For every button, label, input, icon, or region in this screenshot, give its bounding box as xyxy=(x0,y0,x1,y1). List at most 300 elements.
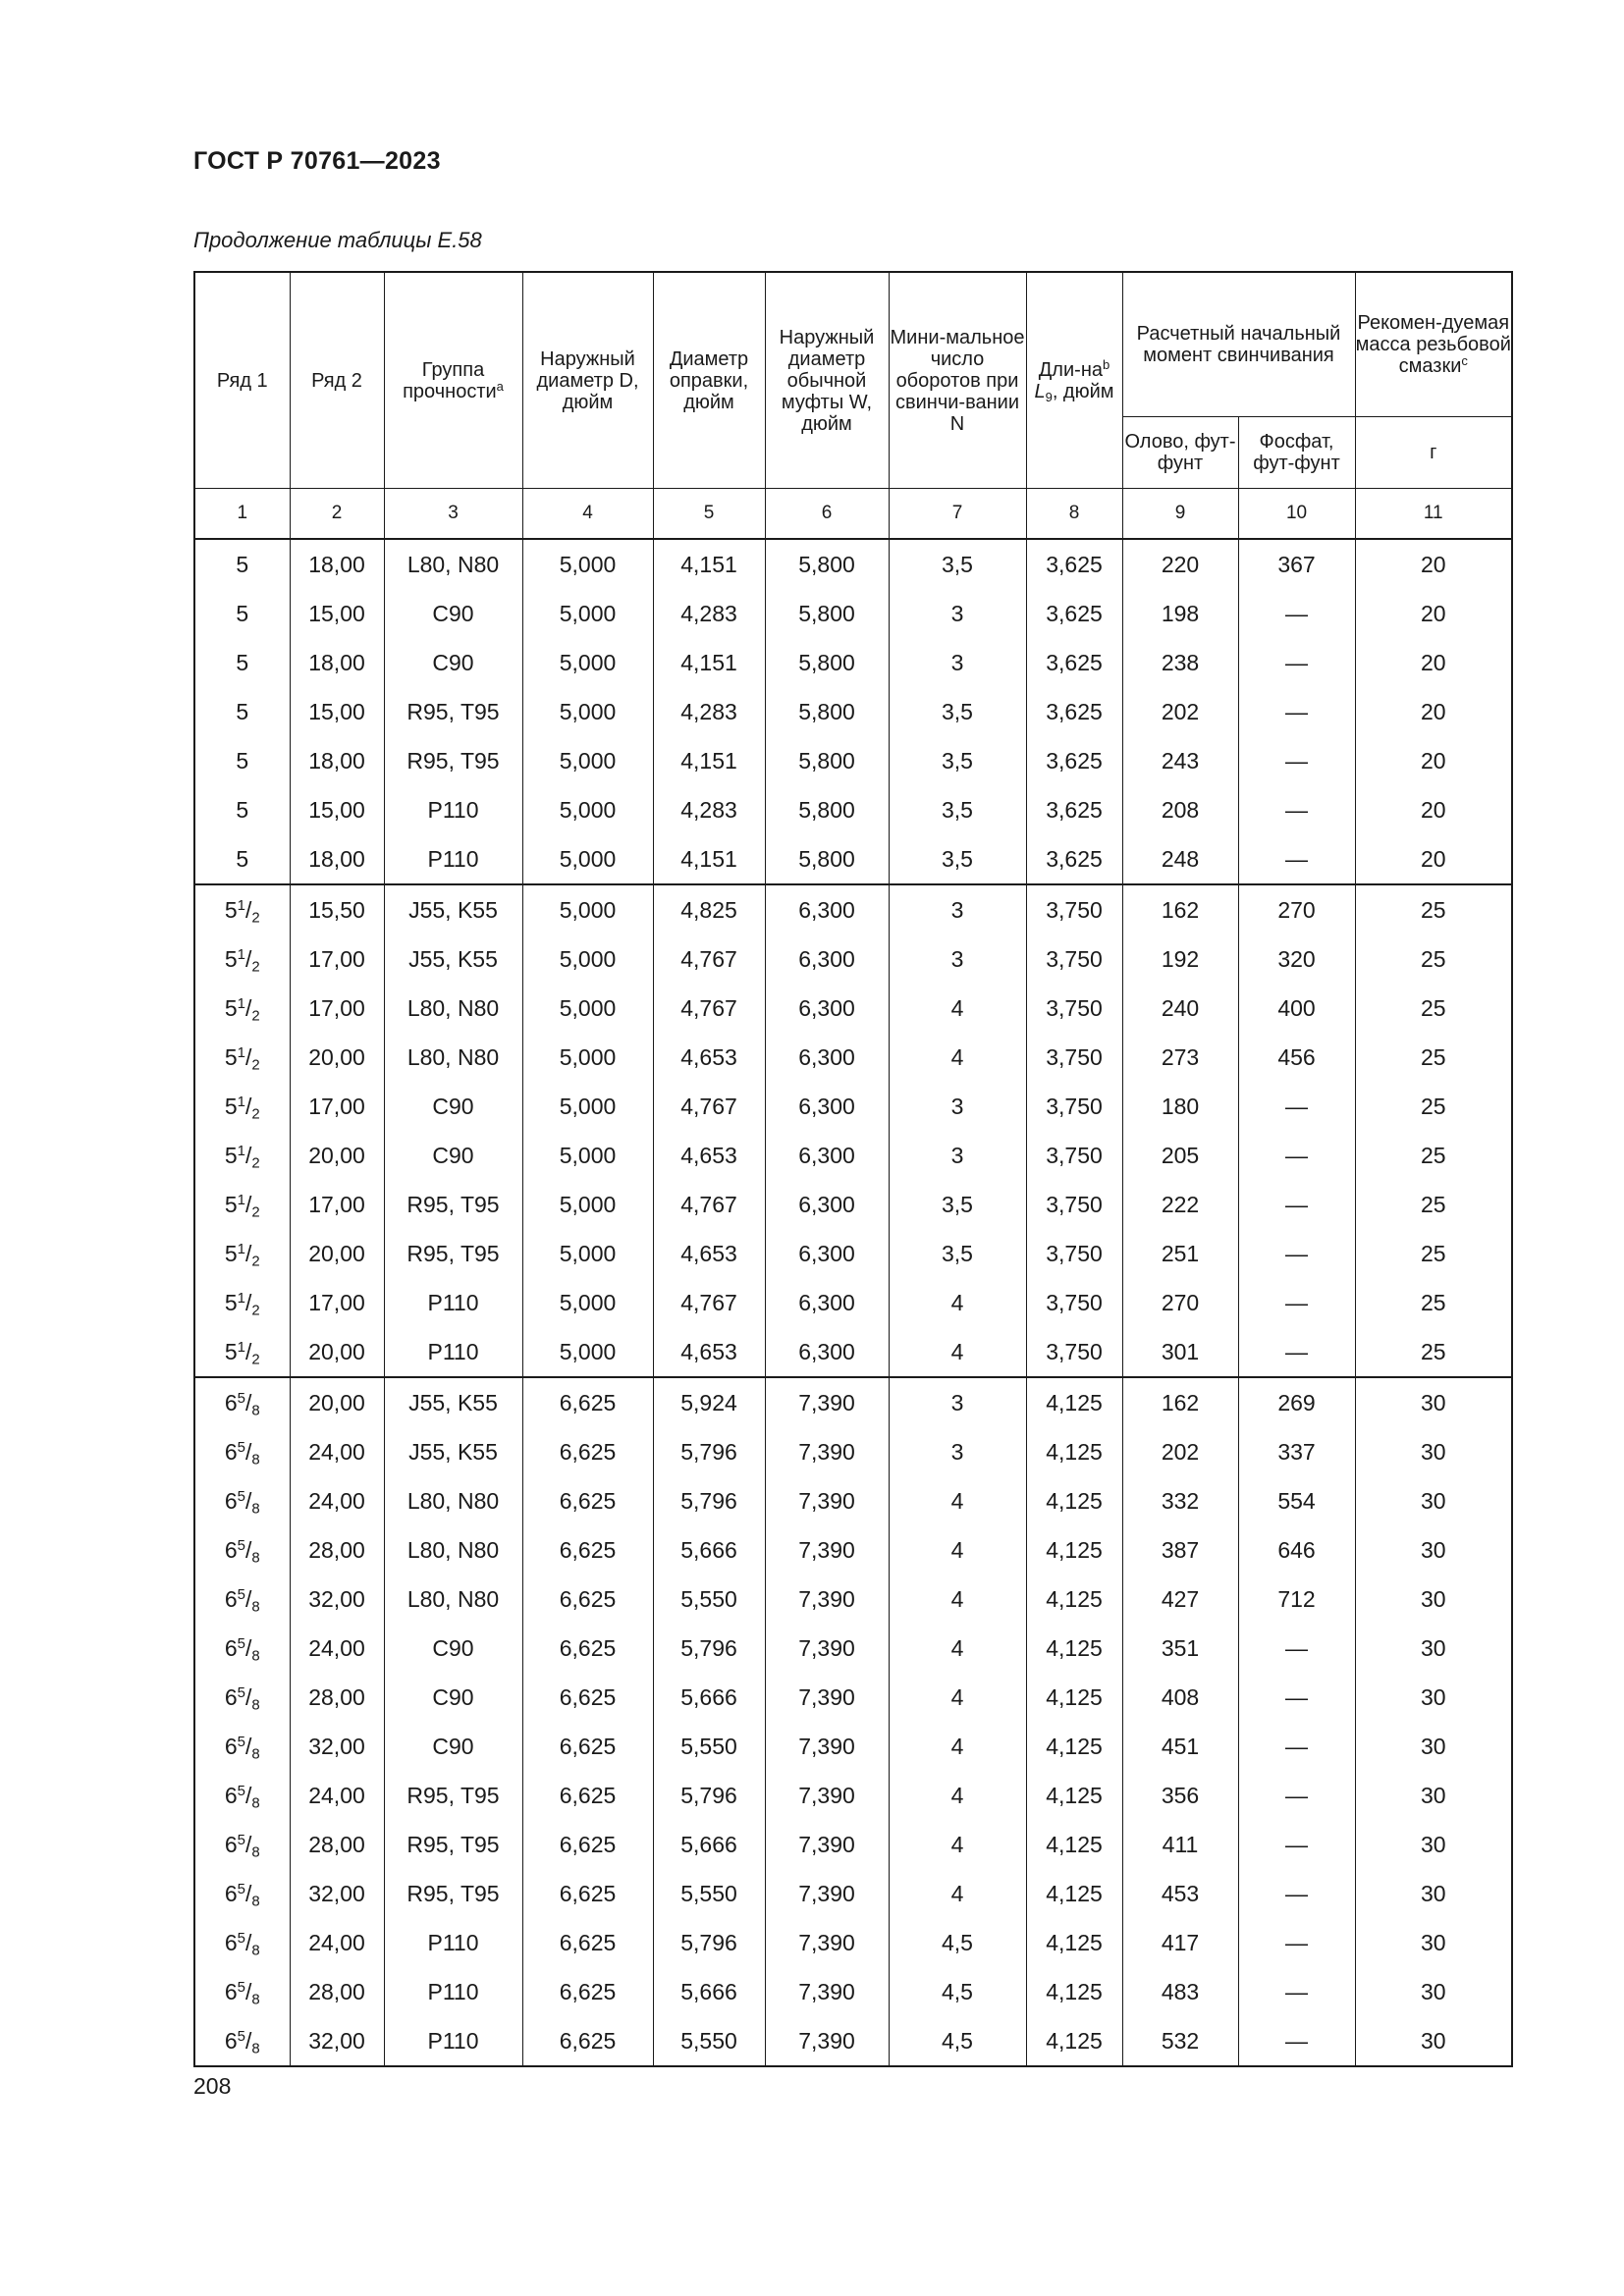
table-cell: 712 xyxy=(1238,1575,1355,1624)
column-number: 10 xyxy=(1238,489,1355,540)
table-cell: 7,390 xyxy=(765,1869,889,1918)
table-cell: 4 xyxy=(889,1476,1026,1525)
table-cell: 20,00 xyxy=(290,1377,384,1427)
table-cell: 4 xyxy=(889,1722,1026,1771)
table-cell: 220 xyxy=(1122,539,1238,589)
table-cell: 4,767 xyxy=(653,1180,765,1229)
table-cell: — xyxy=(1238,1624,1355,1673)
table-cell: 30 xyxy=(1355,1820,1512,1869)
table-cell: 30 xyxy=(1355,1869,1512,1918)
table-cell: 24,00 xyxy=(290,1918,384,1967)
table-cell: P110 xyxy=(384,2016,522,2066)
table-cell: 5,000 xyxy=(522,1180,653,1229)
column-number-row xyxy=(194,489,1512,540)
table-cell: 4,283 xyxy=(653,785,765,834)
table-cell: 3 xyxy=(889,1131,1026,1180)
col-header-length: Дли-$на^b$ $L_9$, дюйм xyxy=(1026,272,1122,489)
table-cell: 5,800 xyxy=(765,785,889,834)
table-cell: 4,125 xyxy=(1026,1476,1122,1525)
table-cell: 24,00 xyxy=(290,1771,384,1820)
table-cell: 30 xyxy=(1355,1624,1512,1673)
table-cell: 25 xyxy=(1355,984,1512,1033)
col-header-strength-group: Группа прочности$^a$ xyxy=(384,272,522,489)
table-cell: 3,750 xyxy=(1026,1327,1122,1377)
table-cell: 30 xyxy=(1355,1377,1512,1427)
table-cell: 4,825 xyxy=(653,884,765,934)
table-cell: 5,000 xyxy=(522,1082,653,1131)
table-cell: 4,653 xyxy=(653,1033,765,1082)
table-cell: 6,625 xyxy=(522,1771,653,1820)
table-cell: 15,00 xyxy=(290,785,384,834)
table-cell: 4,283 xyxy=(653,687,765,736)
table-row xyxy=(194,884,1512,934)
cell-row1: 5 xyxy=(194,539,290,589)
table-cell: L80, N80 xyxy=(384,539,522,589)
table-cell: 5,000 xyxy=(522,1327,653,1377)
table-cell: — xyxy=(1238,1327,1355,1377)
cell-row1: $6^5/_8$ xyxy=(194,1525,290,1575)
table-cell: 20 xyxy=(1355,785,1512,834)
table-cell: 5,000 xyxy=(522,1229,653,1278)
table-row xyxy=(194,785,1512,834)
table-cell: 5,666 xyxy=(653,1820,765,1869)
table-row xyxy=(194,1673,1512,1722)
table-cell: 32,00 xyxy=(290,2016,384,2066)
table-cell: 3,5 xyxy=(889,834,1026,884)
table-cell: P110 xyxy=(384,1918,522,1967)
table-cell: 7,390 xyxy=(765,1624,889,1673)
table-row xyxy=(194,1427,1512,1476)
table-cell: 6,300 xyxy=(765,1180,889,1229)
table-body xyxy=(194,539,1512,2066)
table-row xyxy=(194,1131,1512,1180)
table-cell: 30 xyxy=(1355,1427,1512,1476)
col-header-tin: Олово, фут-фунт xyxy=(1122,417,1238,489)
table-cell: 238 xyxy=(1122,638,1238,687)
table-cell: 5,550 xyxy=(653,1869,765,1918)
table-cell: 4,151 xyxy=(653,736,765,785)
table-cell: 6,625 xyxy=(522,1575,653,1624)
cell-row1: $5^1/_2$ xyxy=(194,1082,290,1131)
table-cell: 4 xyxy=(889,1575,1026,1624)
table-cell: 4 xyxy=(889,1673,1026,1722)
table-cell: 25 xyxy=(1355,934,1512,984)
col-header-row2: Ряд 2 xyxy=(290,272,384,489)
table-cell: 5,000 xyxy=(522,638,653,687)
table-cell: 20,00 xyxy=(290,1131,384,1180)
table-cell: 20,00 xyxy=(290,1327,384,1377)
table-cell: P110 xyxy=(384,834,522,884)
table-cell: 4,125 xyxy=(1026,1967,1122,2016)
table-cell: 387 xyxy=(1122,1525,1238,1575)
table-cell: 32,00 xyxy=(290,1869,384,1918)
table-cell: 451 xyxy=(1122,1722,1238,1771)
document-title: ГОСТ Р 70761—2023 xyxy=(193,147,441,175)
table-cell: 4 xyxy=(889,1278,1026,1327)
table-cell: 17,00 xyxy=(290,934,384,984)
table-cell: 205 xyxy=(1122,1131,1238,1180)
table-cell: 162 xyxy=(1122,884,1238,934)
table-cell: 6,300 xyxy=(765,1033,889,1082)
table-cell: 5,666 xyxy=(653,1525,765,1575)
table-row xyxy=(194,1918,1512,1967)
table-cell: 30 xyxy=(1355,1525,1512,1575)
table-cell: — xyxy=(1238,1820,1355,1869)
table-cell: 4 xyxy=(889,1869,1026,1918)
table-cell: 208 xyxy=(1122,785,1238,834)
table-cell: 5,800 xyxy=(765,638,889,687)
table-cell: — xyxy=(1238,1673,1355,1722)
table-cell: 3 xyxy=(889,1427,1026,1476)
table-cell: 17,00 xyxy=(290,1278,384,1327)
table-cell: 6,625 xyxy=(522,2016,653,2066)
cell-row1: $5^1/_2$ xyxy=(194,1278,290,1327)
table-cell: 28,00 xyxy=(290,1525,384,1575)
table-cell: 4,125 xyxy=(1026,1918,1122,1967)
table-cell: 5,550 xyxy=(653,2016,765,2066)
table-cell: 3,750 xyxy=(1026,884,1122,934)
table-cell: 18,00 xyxy=(290,638,384,687)
table-cell: 20,00 xyxy=(290,1229,384,1278)
col-header-outer-diameter: Наружный диаметр D, дюйм xyxy=(522,272,653,489)
table-cell: 6,625 xyxy=(522,1525,653,1575)
table-cell: L80, N80 xyxy=(384,984,522,1033)
table-cell: 6,300 xyxy=(765,1082,889,1131)
table-cell: 3 xyxy=(889,638,1026,687)
cell-row1: $5^1/_2$ xyxy=(194,1180,290,1229)
table-cell: 6,625 xyxy=(522,1476,653,1525)
table-cell: 3,750 xyxy=(1026,934,1122,984)
table-cell: 5,666 xyxy=(653,1673,765,1722)
table-cell: 4 xyxy=(889,1327,1026,1377)
table-cell: 301 xyxy=(1122,1327,1238,1377)
table-cell: 4,125 xyxy=(1026,1377,1122,1427)
table-cell: 251 xyxy=(1122,1229,1238,1278)
table-cell: 202 xyxy=(1122,687,1238,736)
cell-row1: 5 xyxy=(194,834,290,884)
col-header-grams: г xyxy=(1355,417,1512,489)
table-cell: 4,125 xyxy=(1026,1722,1122,1771)
table-cell: — xyxy=(1238,1722,1355,1771)
table-cell: 6,625 xyxy=(522,1869,653,1918)
table-cell: C90 xyxy=(384,1131,522,1180)
table-cell: 337 xyxy=(1238,1427,1355,1476)
table-cell: 5,800 xyxy=(765,589,889,638)
table-cell: 25 xyxy=(1355,1033,1512,1082)
table-cell: 7,390 xyxy=(765,1673,889,1722)
cell-row1: $5^1/_2$ xyxy=(194,1131,290,1180)
table-cell: 7,390 xyxy=(765,2016,889,2066)
table-cell: L80, N80 xyxy=(384,1575,522,1624)
column-number: 7 xyxy=(889,489,1026,540)
cell-row1: $5^1/_2$ xyxy=(194,884,290,934)
table-cell: 180 xyxy=(1122,1082,1238,1131)
table-cell: 3,625 xyxy=(1026,736,1122,785)
table-cell: 25 xyxy=(1355,1327,1512,1377)
table-cell: 3,625 xyxy=(1026,539,1122,589)
table-cell: 7,390 xyxy=(765,1820,889,1869)
table-cell: — xyxy=(1238,1229,1355,1278)
table-cell: 4,125 xyxy=(1026,1575,1122,1624)
cell-row1: $6^5/_8$ xyxy=(194,1575,290,1624)
table-cell: 7,390 xyxy=(765,1918,889,1967)
table-cell: — xyxy=(1238,1771,1355,1820)
table-cell: C90 xyxy=(384,1673,522,1722)
table-cell: 15,50 xyxy=(290,884,384,934)
table-cell: 198 xyxy=(1122,589,1238,638)
table-cell: R95, T95 xyxy=(384,687,522,736)
table-cell: 28,00 xyxy=(290,1820,384,1869)
cell-row1: $6^5/_8$ xyxy=(194,1427,290,1476)
table-cell: 4,125 xyxy=(1026,1525,1122,1575)
table-cell: — xyxy=(1238,589,1355,638)
table-cell: 4,767 xyxy=(653,1082,765,1131)
table-cell: 15,00 xyxy=(290,589,384,638)
table-cell: 5,924 xyxy=(653,1377,765,1427)
table-cell: 7,390 xyxy=(765,1525,889,1575)
cell-row1: 5 xyxy=(194,785,290,834)
table-cell: R95, T95 xyxy=(384,1180,522,1229)
table-cell: 5,000 xyxy=(522,1131,653,1180)
table-cell: C90 xyxy=(384,1082,522,1131)
table-cell: 320 xyxy=(1238,934,1355,984)
table-cell: 453 xyxy=(1122,1869,1238,1918)
table-cell: 5,000 xyxy=(522,834,653,884)
table-cell: 25 xyxy=(1355,1131,1512,1180)
table-cell: 6,300 xyxy=(765,1327,889,1377)
table-row xyxy=(194,2016,1512,2066)
table-cell: 6,625 xyxy=(522,1722,653,1771)
table-cell: 3,750 xyxy=(1026,1180,1122,1229)
table-cell: C90 xyxy=(384,1722,522,1771)
table-cell: 3,750 xyxy=(1026,1131,1122,1180)
table-cell: 3,750 xyxy=(1026,1033,1122,1082)
table-cell: 5,000 xyxy=(522,589,653,638)
table-row xyxy=(194,1278,1512,1327)
table-cell: — xyxy=(1238,1131,1355,1180)
table-cell: 5,800 xyxy=(765,539,889,589)
table-cell: 4 xyxy=(889,1624,1026,1673)
table-cell: J55, K55 xyxy=(384,1377,522,1427)
table-cell: 4,125 xyxy=(1026,1869,1122,1918)
cell-row1: $6^5/_8$ xyxy=(194,2016,290,2066)
table-cell: 24,00 xyxy=(290,1427,384,1476)
table-cell: 4,151 xyxy=(653,834,765,884)
table-cell: 4 xyxy=(889,1771,1026,1820)
table-cell: 7,390 xyxy=(765,1722,889,1771)
table-cell: 5,796 xyxy=(653,1476,765,1525)
table-cell: 5,000 xyxy=(522,785,653,834)
table-cell: 18,00 xyxy=(290,834,384,884)
table-cell: C90 xyxy=(384,1624,522,1673)
table-cell: 28,00 xyxy=(290,1967,384,2016)
table-cell: 243 xyxy=(1122,736,1238,785)
table-cell: — xyxy=(1238,687,1355,736)
table-cell: — xyxy=(1238,1967,1355,2016)
table-cell: 6,300 xyxy=(765,1278,889,1327)
table-cell: — xyxy=(1238,834,1355,884)
table-cell: 6,300 xyxy=(765,934,889,984)
table-cell: 3,5 xyxy=(889,736,1026,785)
table-cell: 356 xyxy=(1122,1771,1238,1820)
table-cell: — xyxy=(1238,1869,1355,1918)
column-number: 6 xyxy=(765,489,889,540)
column-number: 4 xyxy=(522,489,653,540)
table-cell: 332 xyxy=(1122,1476,1238,1525)
table-cell: 5,000 xyxy=(522,687,653,736)
table-row xyxy=(194,1722,1512,1771)
table-cell: 411 xyxy=(1122,1820,1238,1869)
table-cell: 400 xyxy=(1238,984,1355,1033)
table-cell: 20 xyxy=(1355,834,1512,884)
col-header-coupling-diameter: Наружный диаметр обычной муфты W, дюйм xyxy=(765,272,889,489)
table-cell: 5,800 xyxy=(765,834,889,884)
table-cell: 5,796 xyxy=(653,1624,765,1673)
table-cell: 3,750 xyxy=(1026,1229,1122,1278)
table-cell: 270 xyxy=(1122,1278,1238,1327)
table-cell: 3,5 xyxy=(889,1229,1026,1278)
table-cell: 408 xyxy=(1122,1673,1238,1722)
table-cell: 17,00 xyxy=(290,1082,384,1131)
table-cell: J55, K55 xyxy=(384,1427,522,1476)
table-cell: 5,000 xyxy=(522,1278,653,1327)
table-row xyxy=(194,1229,1512,1278)
table-cell: C90 xyxy=(384,638,522,687)
table-cell: 4,125 xyxy=(1026,2016,1122,2066)
table-cell: 3 xyxy=(889,1377,1026,1427)
cell-row1: $6^5/_8$ xyxy=(194,1771,290,1820)
cell-row1: $6^5/_8$ xyxy=(194,1673,290,1722)
table-cell: R95, T95 xyxy=(384,1771,522,1820)
table-row xyxy=(194,1033,1512,1082)
table-cell: 4,653 xyxy=(653,1327,765,1377)
table-cell: — xyxy=(1238,1918,1355,1967)
table-cell: 4 xyxy=(889,984,1026,1033)
table-cell: 32,00 xyxy=(290,1575,384,1624)
table-cell: 17,00 xyxy=(290,1180,384,1229)
table-cell: 4,767 xyxy=(653,934,765,984)
table-cell: — xyxy=(1238,1082,1355,1131)
table-cell: R95, T95 xyxy=(384,1869,522,1918)
table-cell: 5,000 xyxy=(522,934,653,984)
table-cell: 6,625 xyxy=(522,1624,653,1673)
table-cell: 7,390 xyxy=(765,1967,889,2016)
table-cell: 248 xyxy=(1122,834,1238,884)
table-cell: 28,00 xyxy=(290,1673,384,1722)
table-cell: 4,151 xyxy=(653,638,765,687)
table-cell: 5,000 xyxy=(522,984,653,1033)
page-number: 208 xyxy=(193,2073,232,2099)
table-cell: 7,390 xyxy=(765,1771,889,1820)
table-cell: P110 xyxy=(384,785,522,834)
table-cell: R95, T95 xyxy=(384,736,522,785)
table-cell: 4 xyxy=(889,1820,1026,1869)
table-cell: 5,796 xyxy=(653,1771,765,1820)
table-cell: 192 xyxy=(1122,934,1238,984)
column-number: 1 xyxy=(194,489,290,540)
column-number: 3 xyxy=(384,489,522,540)
table-row xyxy=(194,539,1512,589)
table-cell: P110 xyxy=(384,1278,522,1327)
table-cell: L80, N80 xyxy=(384,1525,522,1575)
table-cell: P110 xyxy=(384,1967,522,2016)
table-cell: 162 xyxy=(1122,1377,1238,1427)
table-cell: 5,550 xyxy=(653,1575,765,1624)
table-cell: 3,625 xyxy=(1026,785,1122,834)
table-cell: 5,796 xyxy=(653,1918,765,1967)
table-cell: 3,5 xyxy=(889,1180,1026,1229)
table-cell: 3 xyxy=(889,934,1026,984)
table-row xyxy=(194,1082,1512,1131)
table-cell: 30 xyxy=(1355,1918,1512,1967)
table-cell: 6,625 xyxy=(522,1967,653,2016)
table-cell: 7,390 xyxy=(765,1575,889,1624)
cell-row1: $5^1/_2$ xyxy=(194,934,290,984)
table-cell: 4,5 xyxy=(889,2016,1026,2066)
table-cell: 4,283 xyxy=(653,589,765,638)
table-row xyxy=(194,1967,1512,2016)
table-cell: 427 xyxy=(1122,1575,1238,1624)
table-cell: 24,00 xyxy=(290,1476,384,1525)
table-cell: 5,000 xyxy=(522,1033,653,1082)
table-cell: 367 xyxy=(1238,539,1355,589)
table-cell: 20 xyxy=(1355,736,1512,785)
table-cell: 5,000 xyxy=(522,884,653,934)
table-row xyxy=(194,1820,1512,1869)
table-cell: 18,00 xyxy=(290,736,384,785)
table-cell: 3,750 xyxy=(1026,984,1122,1033)
table-row xyxy=(194,1869,1512,1918)
cell-row1: $6^5/_8$ xyxy=(194,1967,290,2016)
table-cell: 4,125 xyxy=(1026,1673,1122,1722)
table-cell: 32,00 xyxy=(290,1722,384,1771)
table-cell: 3 xyxy=(889,1082,1026,1131)
table-cell: L80, N80 xyxy=(384,1033,522,1082)
col-header-min-turns: Мини-мальное число оборотов при свинчи-вании N xyxy=(889,272,1026,489)
col-header-makeup-torque: Расчетный начальный момент свинчивания xyxy=(1122,272,1355,417)
table-cell: P110 xyxy=(384,1327,522,1377)
cell-row1: $5^1/_2$ xyxy=(194,1033,290,1082)
table-cell: — xyxy=(1238,2016,1355,2066)
table-cell: 25 xyxy=(1355,1180,1512,1229)
cell-row1: $6^5/_8$ xyxy=(194,1820,290,1869)
table-row xyxy=(194,934,1512,984)
table-cell: 4,5 xyxy=(889,1967,1026,2016)
table-row xyxy=(194,1525,1512,1575)
table-cell: 3 xyxy=(889,884,1026,934)
cell-row1: $6^5/_8$ xyxy=(194,1918,290,1967)
table-row xyxy=(194,1476,1512,1525)
table-cell: 4,125 xyxy=(1026,1427,1122,1476)
table-cell: J55, K55 xyxy=(384,884,522,934)
table-cell: R95, T95 xyxy=(384,1820,522,1869)
table-cell: 25 xyxy=(1355,1278,1512,1327)
table-cell: 6,625 xyxy=(522,1820,653,1869)
table-cell: — xyxy=(1238,1180,1355,1229)
table-cell: 222 xyxy=(1122,1180,1238,1229)
table-cell: 20 xyxy=(1355,539,1512,589)
table-cell: 417 xyxy=(1122,1918,1238,1967)
column-number: 5 xyxy=(653,489,765,540)
col-header-drift-diameter: Диаметр оправки, дюйм xyxy=(653,272,765,489)
table-cell: — xyxy=(1238,638,1355,687)
table-row xyxy=(194,1771,1512,1820)
table-row xyxy=(194,1575,1512,1624)
cell-row1: $6^5/_8$ xyxy=(194,1476,290,1525)
table-row xyxy=(194,736,1512,785)
table-cell: 532 xyxy=(1122,2016,1238,2066)
table-cell: 7,390 xyxy=(765,1476,889,1525)
